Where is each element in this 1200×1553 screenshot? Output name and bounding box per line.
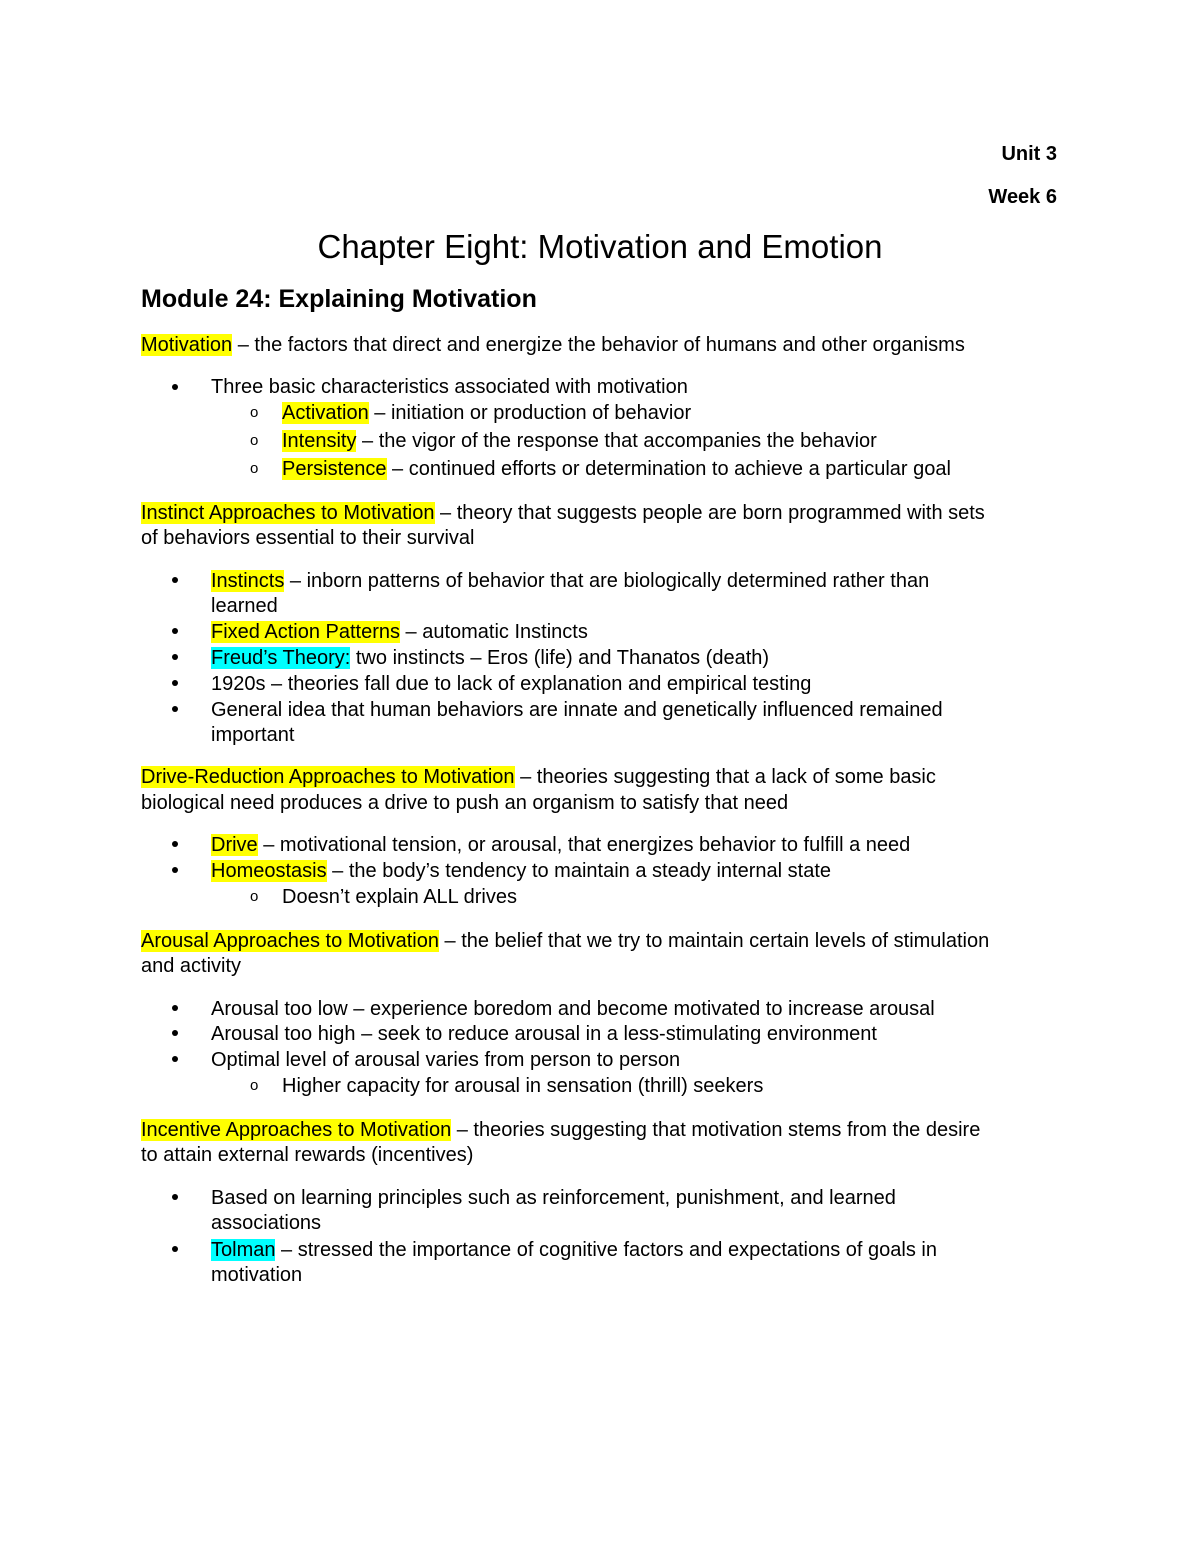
module-title: Module 24: Explaining Motivation <box>141 285 537 313</box>
list-item-cont: motivation <box>211 1264 303 1286</box>
drive-definition: Drive-Reduction Approaches to Motivation – theories suggesting that a lack of some basic <box>141 766 936 788</box>
bullet-icon <box>172 841 178 847</box>
term-highlight: Drive-Reduction Approaches to Motivation <box>141 766 515 788</box>
list-item: Freud’s Theory: two instincts – Eros (life) and Thanatos (death) <box>211 647 770 669</box>
circle-bullet-icon: o <box>250 460 259 477</box>
sub-list-item: Persistence – continued efforts or determination to achieve a particular goal <box>282 458 951 480</box>
bullet-icon <box>172 867 178 873</box>
incentive-definition: Incentive Approaches to Motivation – theories suggesting that motivation stems from the desire <box>141 1119 981 1141</box>
bullet-icon <box>172 680 178 686</box>
bullet-icon <box>172 706 178 712</box>
list-item-cont: important <box>211 724 295 746</box>
bullet-icon <box>172 1246 178 1252</box>
bullet-icon <box>172 628 178 634</box>
drive-definition-cont: biological need produces a drive to push an organism to satisfy that need <box>141 792 789 814</box>
list-item: Optimal level of arousal varies from person to person <box>211 1049 681 1071</box>
bullet-icon <box>172 654 178 660</box>
term-highlight: Instinct Approaches to Motivation <box>141 502 435 524</box>
list-item: Tolman – stressed the importance of cognitive factors and expectations of goals in <box>211 1239 937 1261</box>
bullet-icon <box>172 384 178 390</box>
instinct-definition: Instinct Approaches to Motivation – theory that suggests people are born programmed with sets <box>141 502 985 524</box>
list-item: Fixed Action Patterns – automatic Instincts <box>211 621 588 643</box>
list-item-cont: learned <box>211 595 278 617</box>
week-label: Week 6 <box>988 186 1057 208</box>
bullet-icon <box>172 1030 178 1036</box>
bullet-icon <box>172 1005 178 1011</box>
unit-label: Unit 3 <box>1001 143 1057 165</box>
bullet-icon <box>172 577 178 583</box>
instinct-definition-cont: of behaviors essential to their survival <box>141 527 475 549</box>
sub-list-item: Higher capacity for arousal in sensation (thrill) seekers <box>282 1075 764 1097</box>
sub-list-item: Activation – initiation or production of behavior <box>282 402 692 424</box>
bullet-icon <box>172 1194 178 1200</box>
sub-list-item: Doesn’t explain ALL drives <box>282 886 517 908</box>
circle-bullet-icon: o <box>250 404 259 421</box>
term-highlight: Arousal Approaches to Motivation <box>141 930 439 952</box>
motivation-definition: Motivation – the factors that direct and energize the behavior of humans and other organisms <box>141 334 965 356</box>
arousal-definition: Arousal Approaches to Motivation – the belief that we try to maintain certain levels of stimulation <box>141 930 990 952</box>
list-item-cont: associations <box>211 1212 322 1234</box>
list-item: Drive – motivational tension, or arousal, that energizes behavior to fulfill a need <box>211 834 911 856</box>
chapter-title: Chapter Eight: Motivation and Emotion <box>317 228 883 265</box>
circle-bullet-icon: o <box>250 1077 259 1094</box>
circle-bullet-icon: o <box>250 432 259 449</box>
list-item: Based on learning principles such as reinforcement, punishment, and learned <box>211 1187 896 1209</box>
arousal-definition-cont: and activity <box>141 955 242 977</box>
bullet-icon <box>172 1056 178 1062</box>
list-item: General idea that human behaviors are innate and genetically influenced remained <box>211 699 943 721</box>
list-item: Three basic characteristics associated with motivation <box>211 376 688 398</box>
list-item: Arousal too low – experience boredom and become motivated to increase arousal <box>211 998 935 1020</box>
list-item: Homeostasis – the body’s tendency to maintain a steady internal state <box>211 860 832 882</box>
list-item: Arousal too high – seek to reduce arousal in a less-stimulating environment <box>211 1023 877 1045</box>
term-highlight: Incentive Approaches to Motivation <box>141 1119 452 1141</box>
list-item: 1920s – theories fall due to lack of explanation and empirical testing <box>211 673 812 695</box>
circle-bullet-icon: o <box>250 888 259 905</box>
sub-list-item: Intensity – the vigor of the response that accompanies the behavior <box>282 430 877 452</box>
list-item: Instincts – inborn patterns of behavior that are biologically determined rather than <box>211 570 930 592</box>
incentive-definition-cont: to attain external rewards (incentives) <box>141 1144 474 1166</box>
term-highlight: Motivation <box>141 334 233 356</box>
